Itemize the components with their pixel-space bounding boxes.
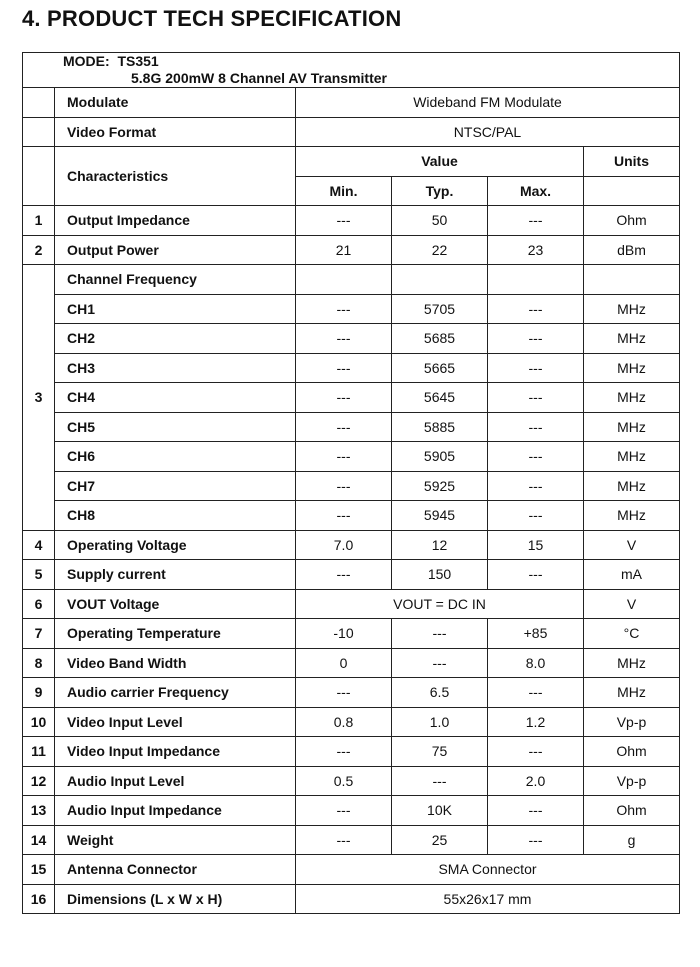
max-header: Max. bbox=[488, 176, 584, 206]
row-number: 2 bbox=[23, 235, 55, 265]
unit-value: mA bbox=[584, 560, 680, 590]
max-value: 23 bbox=[488, 235, 584, 265]
unit-value: °C bbox=[584, 619, 680, 649]
parameter-name: Video Input Impedance bbox=[55, 737, 296, 767]
min-value-empty bbox=[296, 265, 392, 295]
model-description: 5.8G 200mW 8 Channel AV Transmitter bbox=[131, 70, 387, 86]
row-number: 8 bbox=[23, 648, 55, 678]
max-value: 1.2 bbox=[488, 707, 584, 737]
parameter-name: Operating Temperature bbox=[55, 619, 296, 649]
unit-value: V bbox=[584, 589, 680, 619]
min-value: -10 bbox=[296, 619, 392, 649]
channel-row bbox=[23, 471, 680, 501]
unit-value: MHz bbox=[584, 294, 680, 324]
typ-value: --- bbox=[392, 648, 488, 678]
row-number: 6 bbox=[23, 589, 55, 619]
unit-value: MHz bbox=[584, 383, 680, 413]
parameter-name: Output Impedance bbox=[55, 206, 296, 236]
channel-row bbox=[23, 501, 680, 531]
unit-value: Vp-p bbox=[584, 707, 680, 737]
video-format-label: Video Format bbox=[55, 117, 296, 147]
typ-value: 1.0 bbox=[392, 707, 488, 737]
min-value: --- bbox=[296, 737, 392, 767]
min-value: --- bbox=[296, 678, 392, 708]
max-value: --- bbox=[488, 471, 584, 501]
parameter-name: Audio carrier Frequency bbox=[55, 678, 296, 708]
model-cell bbox=[23, 53, 680, 88]
page-title: 4. PRODUCT TECH SPECIFICATION bbox=[22, 6, 402, 31]
unit-value: MHz bbox=[584, 471, 680, 501]
row-number: 5 bbox=[23, 560, 55, 590]
unit-value: dBm bbox=[584, 235, 680, 265]
row-number: 12 bbox=[23, 766, 55, 796]
unit-value: MHz bbox=[584, 678, 680, 708]
max-value-empty bbox=[488, 265, 584, 295]
min-value: --- bbox=[296, 353, 392, 383]
dimensions-value: 55x26x17 mm bbox=[296, 884, 680, 914]
min-value: --- bbox=[296, 412, 392, 442]
row-number: 14 bbox=[23, 825, 55, 855]
antenna-row bbox=[23, 855, 680, 885]
unit-value: MHz bbox=[584, 353, 680, 383]
typ-value: 5645 bbox=[392, 383, 488, 413]
unit-value: MHz bbox=[584, 442, 680, 472]
typ-value: 5665 bbox=[392, 353, 488, 383]
channel-row bbox=[23, 412, 680, 442]
max-value: --- bbox=[488, 383, 584, 413]
min-value: --- bbox=[296, 471, 392, 501]
typ-value: 5705 bbox=[392, 294, 488, 324]
channel-frequency-title: Channel Frequency bbox=[55, 265, 296, 295]
max-value: 8.0 bbox=[488, 648, 584, 678]
max-value: --- bbox=[488, 737, 584, 767]
typ-value: 5905 bbox=[392, 442, 488, 472]
max-value: --- bbox=[488, 294, 584, 324]
unit-value: g bbox=[584, 825, 680, 855]
spec-row bbox=[23, 796, 680, 826]
video-format-row bbox=[23, 117, 680, 147]
unit-value: MHz bbox=[584, 324, 680, 354]
spec-row bbox=[23, 530, 680, 560]
units-subheader-empty bbox=[584, 176, 680, 206]
channel-frequency-row bbox=[23, 265, 680, 295]
model-row bbox=[23, 53, 680, 88]
spec-row bbox=[23, 766, 680, 796]
min-value: --- bbox=[296, 294, 392, 324]
min-header: Min. bbox=[296, 176, 392, 206]
max-value: --- bbox=[488, 501, 584, 531]
max-value: --- bbox=[488, 560, 584, 590]
vout-row bbox=[23, 589, 680, 619]
typ-value: 5925 bbox=[392, 471, 488, 501]
min-value: --- bbox=[296, 501, 392, 531]
min-value: 0 bbox=[296, 648, 392, 678]
min-value: --- bbox=[296, 383, 392, 413]
row-number: 3 bbox=[23, 265, 55, 531]
max-value: +85 bbox=[488, 619, 584, 649]
unit-value: Ohm bbox=[584, 737, 680, 767]
channel-name: CH4 bbox=[55, 383, 296, 413]
typ-value: 22 bbox=[392, 235, 488, 265]
typ-header: Typ. bbox=[392, 176, 488, 206]
characteristics-header: Characteristics bbox=[55, 147, 296, 206]
spec-row bbox=[23, 560, 680, 590]
typ-value: 25 bbox=[392, 825, 488, 855]
row-number: 16 bbox=[23, 884, 55, 914]
min-value: 0.8 bbox=[296, 707, 392, 737]
parameter-name: Operating Voltage bbox=[55, 530, 296, 560]
row-number-empty bbox=[23, 88, 55, 118]
typ-value: 6.5 bbox=[392, 678, 488, 708]
typ-value: 75 bbox=[392, 737, 488, 767]
min-value: --- bbox=[296, 206, 392, 236]
typ-value: --- bbox=[392, 619, 488, 649]
channel-name: CH1 bbox=[55, 294, 296, 324]
channel-name: CH8 bbox=[55, 501, 296, 531]
channel-row bbox=[23, 324, 680, 354]
parameter-name: Video Input Level bbox=[55, 707, 296, 737]
value-header: Value bbox=[296, 147, 584, 177]
modulate-label: Modulate bbox=[55, 88, 296, 118]
parameter-name: Video Band Width bbox=[55, 648, 296, 678]
parameter-name: Dimensions (L x W x H) bbox=[55, 884, 296, 914]
parameter-name: Audio Input Impedance bbox=[55, 796, 296, 826]
max-value: --- bbox=[488, 796, 584, 826]
row-number-empty bbox=[23, 147, 55, 206]
min-value: 7.0 bbox=[296, 530, 392, 560]
min-value: --- bbox=[296, 825, 392, 855]
channel-name: CH5 bbox=[55, 412, 296, 442]
channel-row bbox=[23, 294, 680, 324]
row-number: 7 bbox=[23, 619, 55, 649]
channel-row bbox=[23, 442, 680, 472]
vout-value: VOUT = DC IN bbox=[296, 589, 584, 619]
model-code: TS351 bbox=[117, 53, 159, 69]
spec-row bbox=[23, 737, 680, 767]
unit-value: MHz bbox=[584, 648, 680, 678]
max-value: 15 bbox=[488, 530, 584, 560]
spec-row bbox=[23, 648, 680, 678]
unit-value-empty bbox=[584, 265, 680, 295]
spec-row bbox=[23, 235, 680, 265]
typ-value: 50 bbox=[392, 206, 488, 236]
antenna-value: SMA Connector bbox=[296, 855, 680, 885]
spec-row bbox=[23, 206, 680, 236]
row-number: 15 bbox=[23, 855, 55, 885]
max-value: --- bbox=[488, 412, 584, 442]
typ-value-empty bbox=[392, 265, 488, 295]
unit-value: Vp-p bbox=[584, 766, 680, 796]
unit-value: MHz bbox=[584, 412, 680, 442]
dimensions-row bbox=[23, 884, 680, 914]
spec-row bbox=[23, 825, 680, 855]
max-value: --- bbox=[488, 324, 584, 354]
min-value: 0.5 bbox=[296, 766, 392, 796]
unit-value: MHz bbox=[584, 501, 680, 531]
typ-value: 5885 bbox=[392, 412, 488, 442]
channel-name: CH2 bbox=[55, 324, 296, 354]
row-number: 4 bbox=[23, 530, 55, 560]
row-number: 9 bbox=[23, 678, 55, 708]
typ-value: 10K bbox=[392, 796, 488, 826]
modulate-row bbox=[23, 88, 680, 118]
max-value: --- bbox=[488, 206, 584, 236]
parameter-name: VOUT Voltage bbox=[55, 589, 296, 619]
spec-table bbox=[22, 52, 680, 914]
parameter-name: Audio Input Level bbox=[55, 766, 296, 796]
row-number-empty bbox=[23, 117, 55, 147]
channel-name: CH7 bbox=[55, 471, 296, 501]
max-value: --- bbox=[488, 678, 584, 708]
channel-row bbox=[23, 383, 680, 413]
unit-value: Ohm bbox=[584, 796, 680, 826]
row-number: 13 bbox=[23, 796, 55, 826]
model-label: MODE: bbox=[63, 53, 110, 69]
unit-value: Ohm bbox=[584, 206, 680, 236]
row-number: 10 bbox=[23, 707, 55, 737]
parameter-name: Antenna Connector bbox=[55, 855, 296, 885]
modulate-value: Wideband FM Modulate bbox=[296, 88, 680, 118]
min-value: --- bbox=[296, 442, 392, 472]
video-format-value: NTSC/PAL bbox=[296, 117, 680, 147]
row-number: 11 bbox=[23, 737, 55, 767]
max-value: --- bbox=[488, 825, 584, 855]
header-row bbox=[23, 147, 680, 177]
channel-row bbox=[23, 353, 680, 383]
min-value: --- bbox=[296, 560, 392, 590]
channel-name: CH3 bbox=[55, 353, 296, 383]
parameter-name: Weight bbox=[55, 825, 296, 855]
max-value: --- bbox=[488, 353, 584, 383]
parameter-name: Output Power bbox=[55, 235, 296, 265]
spec-row bbox=[23, 707, 680, 737]
max-value: 2.0 bbox=[488, 766, 584, 796]
parameter-name: Supply current bbox=[55, 560, 296, 590]
max-value: --- bbox=[488, 442, 584, 472]
min-value: --- bbox=[296, 324, 392, 354]
typ-value: 150 bbox=[392, 560, 488, 590]
channel-name: CH6 bbox=[55, 442, 296, 472]
min-value: 21 bbox=[296, 235, 392, 265]
typ-value: 12 bbox=[392, 530, 488, 560]
min-value: --- bbox=[296, 796, 392, 826]
units-header: Units bbox=[584, 147, 680, 177]
typ-value: 5945 bbox=[392, 501, 488, 531]
spec-row bbox=[23, 678, 680, 708]
unit-value: V bbox=[584, 530, 680, 560]
typ-value: --- bbox=[392, 766, 488, 796]
spec-row bbox=[23, 619, 680, 649]
row-number: 1 bbox=[23, 206, 55, 236]
typ-value: 5685 bbox=[392, 324, 488, 354]
